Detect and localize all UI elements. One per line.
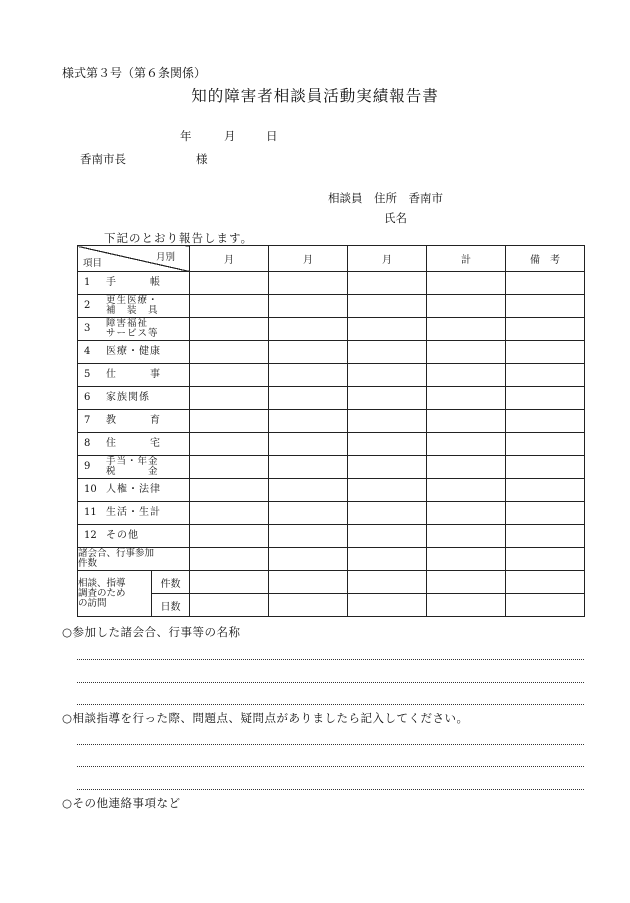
header-remarks: 備 考: [506, 246, 585, 272]
row-label-cell: [78, 525, 190, 548]
entry-cell[interactable]: [427, 387, 506, 410]
entry-cell[interactable]: [506, 502, 585, 525]
row-label-line: 医療・健康: [106, 346, 161, 357]
entry-cell[interactable]: [190, 364, 269, 387]
row-number: 3: [84, 323, 91, 334]
row-number: 7: [84, 415, 91, 426]
row-label: [106, 416, 161, 426]
date-day-label: 日: [266, 129, 278, 143]
table-row: [78, 387, 585, 410]
entry-cell[interactable]: [269, 318, 348, 341]
row-label: [106, 393, 150, 403]
table-row: [78, 364, 585, 387]
entry-cell[interactable]: [348, 479, 427, 502]
row-label-cell: [78, 341, 190, 364]
entry-cell[interactable]: [269, 364, 348, 387]
row-label-line: サービス等: [106, 328, 159, 339]
row-label-cell: [78, 410, 190, 433]
entry-cell[interactable]: [506, 571, 585, 594]
row-number: 4: [84, 346, 91, 357]
table-corner-cell: [78, 246, 190, 272]
header-month-1: 月: [190, 246, 269, 272]
row-label: [106, 296, 159, 316]
entry-cell[interactable]: [427, 410, 506, 433]
entry-cell[interactable]: [506, 525, 585, 548]
entry-cell[interactable]: [427, 433, 506, 456]
entry-cell[interactable]: [269, 341, 348, 364]
entry-cell[interactable]: [190, 410, 269, 433]
entry-cell[interactable]: [190, 456, 269, 479]
row-label-line: 障害福祉: [106, 318, 149, 329]
table-row: [78, 341, 585, 364]
entry-cell[interactable]: [269, 456, 348, 479]
date-year-label: 年: [180, 129, 192, 143]
row-label-line: 手 帳: [106, 277, 161, 288]
entry-cell[interactable]: [506, 295, 585, 318]
page-title: 知的障害者相談員活動実績報告書: [191, 87, 439, 105]
entry-cell[interactable]: [427, 272, 506, 295]
row-label-line: 人権・法律: [106, 484, 161, 495]
entry-cell[interactable]: [506, 548, 585, 571]
visits-label-cell: [78, 571, 152, 617]
entry-cell[interactable]: [348, 433, 427, 456]
activity-report-table: [77, 245, 585, 617]
table-row-visits-days: [78, 594, 585, 617]
entry-cell[interactable]: [269, 548, 348, 571]
row-label-cell: [78, 433, 190, 456]
entry-cell[interactable]: [427, 548, 506, 571]
entry-cell[interactable]: [190, 272, 269, 295]
entry-cell[interactable]: [348, 410, 427, 433]
row-label-line: 税 金: [106, 466, 159, 477]
row-number: 9: [84, 461, 91, 472]
row-label: [106, 485, 161, 495]
meetings-label-line: 件数: [78, 558, 98, 569]
entry-cell[interactable]: [269, 410, 348, 433]
entry-cell[interactable]: [269, 387, 348, 410]
dotted-line: [77, 704, 584, 705]
section-other-heading: ○その他連絡事項など: [62, 796, 181, 810]
entry-cell[interactable]: [269, 525, 348, 548]
row-label-cell: [78, 479, 190, 502]
entry-cell[interactable]: [506, 479, 585, 502]
entry-cell[interactable]: [506, 387, 585, 410]
entry-cell[interactable]: [190, 295, 269, 318]
entry-cell[interactable]: [427, 318, 506, 341]
row-label: [106, 508, 161, 518]
row-label-line: 住 宅: [106, 438, 161, 449]
visits-label-line: 調査のため: [78, 587, 126, 599]
section-issues-heading: ○相談指導を行った際、問題点、疑問点がありましたら記入してください。: [62, 711, 469, 725]
header-month-2: 月: [269, 246, 348, 272]
table-row: [78, 525, 585, 548]
entry-cell[interactable]: [348, 594, 427, 617]
entry-cell[interactable]: [348, 525, 427, 548]
dotted-line: [77, 659, 584, 660]
honorific: 様: [196, 152, 208, 166]
row-label-cell: [78, 456, 190, 479]
entry-cell[interactable]: [506, 594, 585, 617]
entry-cell[interactable]: [190, 548, 269, 571]
row-number: 11: [84, 507, 97, 518]
visits-label-line: の訪問: [78, 597, 107, 609]
corner-month-label: 月別: [155, 252, 175, 263]
row-label-line: 更生医療・: [106, 295, 159, 306]
row-label-line: その他: [106, 530, 139, 541]
entry-cell[interactable]: [348, 364, 427, 387]
entry-cell[interactable]: [190, 387, 269, 410]
table-row: [78, 479, 585, 502]
entry-cell[interactable]: [427, 571, 506, 594]
entry-cell[interactable]: [190, 341, 269, 364]
entry-cell[interactable]: [269, 479, 348, 502]
row-label-cell: [78, 295, 190, 318]
entry-cell[interactable]: [506, 410, 585, 433]
form-number: 様式第３号（第６条関係）: [62, 66, 207, 80]
row-label-line: 家族関係: [106, 392, 150, 403]
corner-item-label: 項目: [83, 258, 103, 269]
entry-cell[interactable]: [348, 548, 427, 571]
entry-cell[interactable]: [269, 433, 348, 456]
section-meetings-heading: ○参加した諸会合、行事等の名称: [62, 625, 241, 639]
entry-cell[interactable]: [269, 594, 348, 617]
entry-cell[interactable]: [348, 318, 427, 341]
entry-cell[interactable]: [190, 433, 269, 456]
entry-cell[interactable]: [427, 479, 506, 502]
visits-count-label: 件数: [152, 571, 190, 594]
row-number: 2: [84, 300, 91, 311]
entry-cell[interactable]: [506, 433, 585, 456]
row-label: [106, 370, 161, 380]
entry-cell[interactable]: [427, 525, 506, 548]
row-label-cell: [78, 502, 190, 525]
date-month-label: 月: [224, 129, 236, 143]
entry-cell[interactable]: [427, 341, 506, 364]
row-label-line: 生活・生計: [106, 507, 161, 518]
entry-cell[interactable]: [506, 456, 585, 479]
addressee: 香南市長: [80, 152, 126, 166]
table-row: [78, 410, 585, 433]
entry-cell[interactable]: [506, 341, 585, 364]
entry-cell[interactable]: [348, 571, 427, 594]
entry-cell[interactable]: [190, 479, 269, 502]
table-row: [78, 272, 585, 295]
dotted-line: [77, 789, 584, 790]
row-number: 10: [84, 484, 97, 495]
entry-cell[interactable]: [348, 456, 427, 479]
row-label-cell: [78, 364, 190, 387]
row-label-line: 手当・年金: [106, 456, 159, 467]
row-number: 12: [84, 530, 97, 541]
row-label: [106, 457, 159, 477]
row-number: 8: [84, 438, 91, 449]
row-label-cell: [78, 318, 190, 341]
entry-cell[interactable]: [506, 272, 585, 295]
entry-cell[interactable]: [427, 502, 506, 525]
entry-cell[interactable]: [269, 295, 348, 318]
row-label: [106, 278, 161, 288]
consultant-address-line: 相談員 住所 香南市: [328, 191, 443, 205]
table-row-meetings: [78, 548, 585, 571]
row-number: 6: [84, 392, 91, 403]
entry-cell[interactable]: [348, 341, 427, 364]
row-number: 1: [84, 277, 91, 288]
row-label-cell: [78, 272, 190, 295]
row-number: 5: [84, 369, 91, 380]
dotted-line: [77, 682, 584, 683]
entry-cell[interactable]: [269, 571, 348, 594]
entry-cell[interactable]: [348, 272, 427, 295]
entry-cell[interactable]: [190, 594, 269, 617]
entry-cell[interactable]: [348, 295, 427, 318]
meetings-label-line: 諸会合、行事参加: [78, 548, 155, 559]
table-row: [78, 456, 585, 479]
entry-cell[interactable]: [190, 318, 269, 341]
table-header-row: [78, 246, 585, 272]
header-total: 計: [427, 246, 506, 272]
row-label: [106, 347, 161, 357]
table-row: [78, 318, 585, 341]
entry-cell[interactable]: [427, 594, 506, 617]
row-label: [106, 531, 139, 541]
visits-label-line: 相談、指導: [78, 577, 126, 589]
row-label-line: 教 育: [106, 415, 161, 426]
entry-cell[interactable]: [269, 502, 348, 525]
entry-cell[interactable]: [190, 525, 269, 548]
intro-text: 下記のとおり報告します。: [104, 231, 254, 245]
row-label: [106, 319, 159, 339]
entry-cell[interactable]: [427, 456, 506, 479]
table-row-visits-count: [78, 571, 585, 594]
header-month-3: 月: [348, 246, 427, 272]
dotted-line: [77, 744, 584, 745]
entry-cell[interactable]: [348, 502, 427, 525]
row-label: [106, 439, 161, 449]
table-row: [78, 295, 585, 318]
entry-cell[interactable]: [506, 364, 585, 387]
entry-cell[interactable]: [269, 272, 348, 295]
entry-cell[interactable]: [427, 364, 506, 387]
entry-cell[interactable]: [506, 318, 585, 341]
entry-cell[interactable]: [348, 387, 427, 410]
table-row: [78, 433, 585, 456]
table-row: [78, 502, 585, 525]
entry-cell[interactable]: [190, 571, 269, 594]
row-label-line: 補 装 具: [106, 305, 159, 316]
entry-cell[interactable]: [190, 502, 269, 525]
consultant-name-label: 氏名: [384, 211, 407, 225]
row-label-cell: [78, 387, 190, 410]
dotted-line: [77, 766, 584, 767]
visits-days-label: 日数: [152, 594, 190, 617]
entry-cell[interactable]: [427, 295, 506, 318]
meetings-label-cell: [78, 548, 190, 571]
row-label-line: 仕 事: [106, 369, 161, 380]
